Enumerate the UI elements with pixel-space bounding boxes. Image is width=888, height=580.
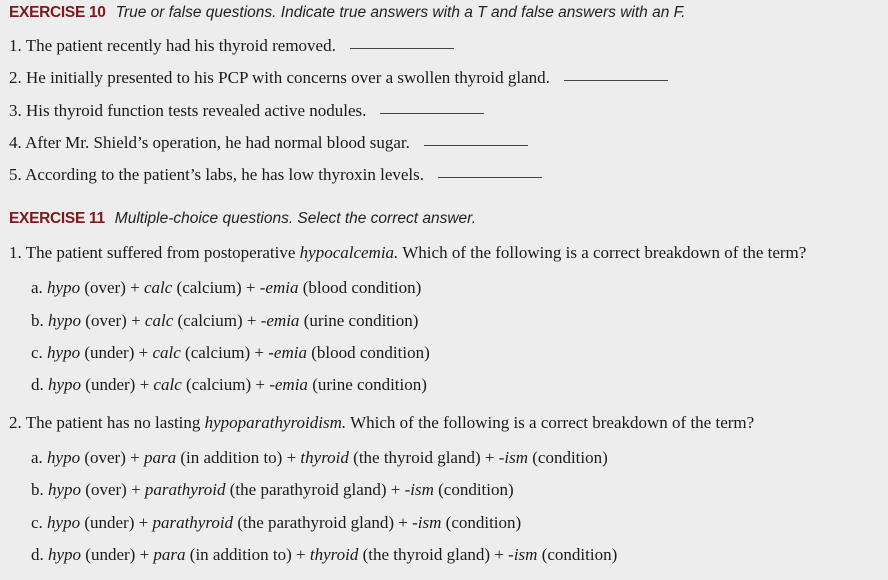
answer-blank[interactable] [380,113,484,114]
exercise-10-label: EXERCISE 10 [9,4,106,21]
mc-2-option-c[interactable] [31,513,521,533]
tf-question-2 [9,68,668,88]
question-text [26,413,754,432]
mc-question-2 [9,413,754,433]
text-segment: (calcium) + [173,311,261,330]
italic-term: hypo [47,448,81,467]
text-segment: (the thyroid gland) + [358,545,509,564]
italic-term: thyroid [300,448,349,467]
question-number: 1. [9,243,22,262]
text-segment: (condition) [433,480,514,499]
answer-blank[interactable] [424,145,528,146]
exercise-11-label: EXERCISE 11 [9,210,105,227]
text-segment: (the thyroid gland) + [348,448,499,467]
text-segment: Which of the following is a correct breakdown of the term? [346,413,755,432]
text-segment: (under) + [81,375,154,394]
italic-term: calc [144,311,174,330]
question-text: He initially presented to his PCP with concerns over a swollen thyroid gland. [26,68,550,87]
question-text: The patient recently had his thyroid removed. [25,36,336,55]
italic-term: -ism [508,545,538,564]
mc-1-option-d[interactable] [31,375,427,395]
italic-term: hypo [48,375,82,394]
mc-question-1 [9,243,806,263]
italic-term: para [153,545,186,564]
italic-term: -emia [268,343,307,362]
italic-term: calc [153,375,182,394]
option-text [48,480,514,499]
text-segment: (the parathyroid gland) + [233,513,413,532]
italic-term: -emia [259,278,299,297]
tf-question-3 [9,101,484,121]
option-letter: d. [31,375,44,394]
option-letter: b. [31,311,44,330]
option-letter: d. [31,545,44,564]
italic-term: -emia [260,311,300,330]
italic-term: -emia [269,375,308,394]
italic-term: hypo [48,311,82,330]
option-text [47,448,608,467]
italic-term: parathyroid [144,480,226,499]
text-segment: (urine condition) [299,311,419,330]
italic-term: hypoparathyroidism. [204,413,347,432]
tf-question-4 [9,133,528,153]
mc-2-option-a[interactable] [31,448,608,468]
text-segment: (over) + [81,480,145,499]
italic-term: parathyroid [152,513,234,532]
question-text: After Mr. Shield’s operation, he had normal blood sugar. [25,133,410,152]
text-segment: (over) + [80,448,144,467]
option-text [48,375,427,394]
question-text: His thyroid function tests revealed active nodules. [26,101,367,120]
answer-blank[interactable] [564,80,668,81]
text-segment: (blood condition) [306,343,430,362]
exercise-11-instructions: Multiple-choice questions. Select the correct answer. [114,210,477,227]
text-segment: (condition) [441,513,522,532]
tf-question-5 [9,165,542,185]
tf-question-1 [9,36,454,56]
text-segment: (calcium) + [180,343,269,362]
option-text [47,278,421,297]
text-segment: The patient suffered from postoperative [25,243,300,262]
question-number: 2. [9,68,22,87]
question-number: 5. [9,165,22,184]
text-segment: (over) + [81,311,145,330]
italic-term: calc [143,278,173,297]
italic-term: hypo [47,278,81,297]
text-segment: (under) + [80,343,153,362]
option-letter: a. [31,448,43,467]
mc-1-option-a[interactable] [31,278,421,298]
text-segment: (condition) [537,545,618,564]
mc-2-option-d[interactable] [31,545,617,565]
text-segment: (in addition to) + [176,448,301,467]
text-segment: Which of the following is a correct breakdown of the term? [398,243,807,262]
text-segment: (condition) [528,448,608,467]
option-letter: c. [31,343,43,362]
mc-1-option-c[interactable] [31,343,430,363]
text-segment: The patient has no lasting [25,413,205,432]
mc-1-option-b[interactable] [31,311,418,331]
text-segment: (blood condition) [298,278,422,297]
italic-term: -ism [412,513,442,532]
italic-term: para [143,448,177,467]
question-number: 1. [9,36,22,55]
exercise-10-instructions: True or false questions. Indicate true answers with a T and false answers with an F. [115,4,686,21]
italic-term: hypo [48,545,82,564]
question-number: 3. [9,101,22,120]
italic-term: hypo [47,513,81,532]
text-segment: (under) + [80,513,153,532]
answer-blank[interactable] [438,177,542,178]
italic-term: -ism [404,480,434,499]
italic-term: hypocalcemia. [299,243,399,262]
exercise-11-header [9,210,476,228]
answer-blank[interactable] [350,48,454,49]
question-text: According to the patient’s labs, he has low thyroxin levels. [25,165,425,184]
italic-term: calc [152,343,181,362]
option-text [47,343,430,362]
text-segment: (calcium) + [172,278,260,297]
text-segment: (the parathyroid gland) + [225,480,405,499]
text-segment: (urine condition) [307,375,427,394]
question-text [26,243,807,262]
option-text [47,513,521,532]
question-number: 4. [9,133,22,152]
italic-term: hypo [47,343,81,362]
option-text [48,545,617,564]
text-segment: (calcium) + [181,375,270,394]
italic-term: -ism [498,448,528,467]
exercise-10-header [9,4,685,22]
text-segment: (in addition to) + [185,545,310,564]
option-text [48,311,418,330]
option-letter: b. [31,480,44,499]
text-segment: (under) + [81,545,154,564]
italic-term: thyroid [309,545,359,564]
question-number: 2. [9,413,22,432]
mc-2-option-b[interactable] [31,480,514,500]
text-segment: (over) + [80,278,144,297]
option-letter: c. [31,513,43,532]
italic-term: hypo [48,480,82,499]
option-letter: a. [31,278,43,297]
